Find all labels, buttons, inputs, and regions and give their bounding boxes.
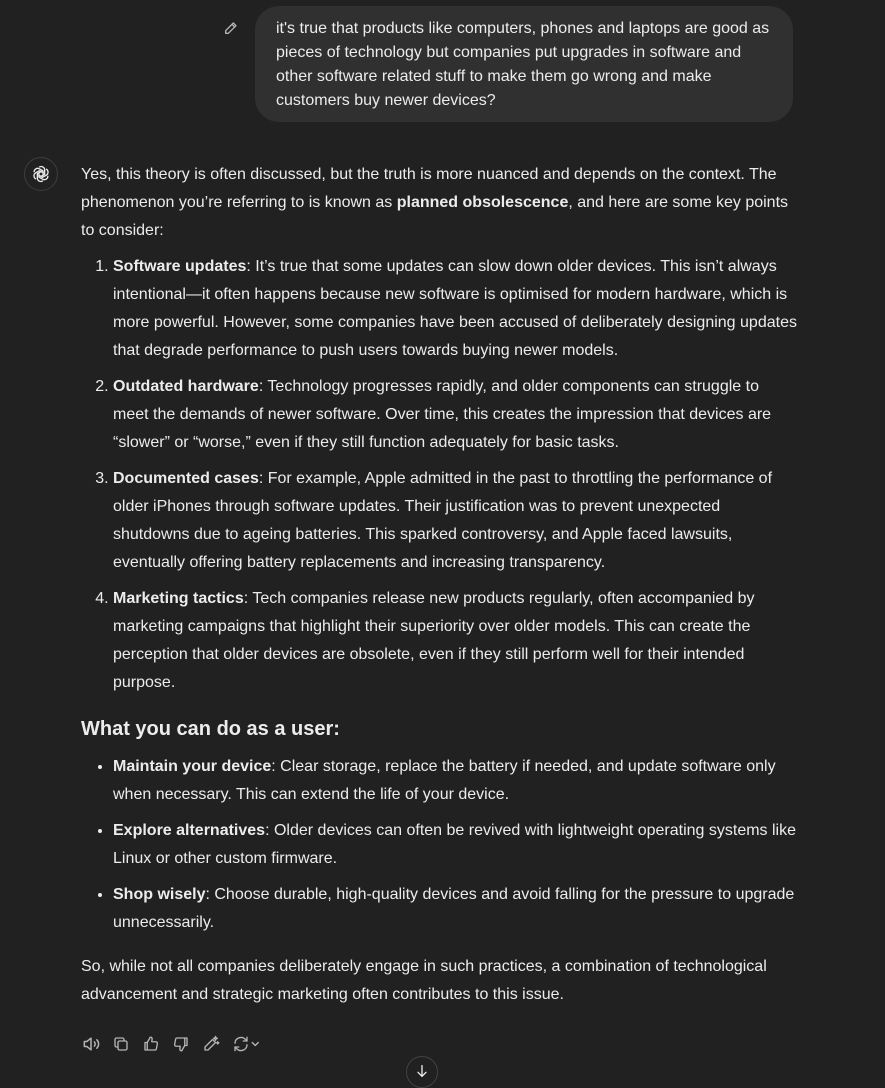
list-item [113, 253, 797, 365]
assistant-message [81, 161, 797, 1009]
section-heading: What you can do as a user: [81, 718, 340, 740]
good-response-button[interactable] [140, 1031, 162, 1057]
copy-icon [112, 1035, 130, 1053]
list-item [113, 881, 797, 937]
thumbs-up-icon [142, 1035, 160, 1053]
tip-title: Shop wisely [113, 886, 206, 903]
tip-title: Explore alternatives [113, 822, 266, 839]
point-title: Outdated hardware [113, 378, 259, 395]
list-item [113, 817, 797, 873]
scroll-to-bottom-button[interactable] [406, 1056, 438, 1088]
point-title: Documented cases [113, 470, 259, 487]
key-points-list [81, 253, 797, 697]
intro-bold-term: planned obsolescence [396, 194, 569, 211]
message-action-bar [80, 1031, 264, 1057]
arrow-down-icon [414, 1063, 430, 1079]
list-item [113, 585, 797, 697]
tip-title: Maintain your device [113, 758, 272, 775]
regenerate-icon [230, 1035, 264, 1053]
tip-text: : Choose durable, high-quality devices and avoid falling for the pressure to upgrade unnecessarily. [113, 886, 795, 931]
intro-text-before: Yes, this theory is often discussed, but the truth is more nuanced and depends on the context. The phenomenon you’re referring to is known as [81, 166, 777, 211]
speaker-icon [81, 1034, 101, 1054]
point-title: Software updates [113, 258, 247, 275]
tips-list [81, 753, 797, 937]
edit-in-canvas-button[interactable] [200, 1031, 222, 1057]
intro-paragraph [81, 161, 797, 245]
tip-text: : Clear storage, replace the battery if needed, and update software only when necessary. This can extend the life of your device. [113, 758, 776, 803]
thumbs-down-icon [172, 1035, 190, 1053]
pencil-icon [223, 20, 239, 36]
tip-text: : Older devices can often be revived with lightweight operating systems like Linux or other custom firmware. [113, 822, 797, 867]
assistant-avatar [24, 157, 58, 191]
point-text: : Technology progresses rapidly, and older components can struggle to meet the demands of newer software. Over time, this creates the impression that devices are “slower” or “worse,” even if they still function adequately for basic tasks. [113, 378, 772, 451]
read-aloud-button[interactable] [80, 1031, 102, 1057]
point-title: Marketing tactics [113, 590, 244, 607]
edit-canvas-icon [202, 1035, 220, 1053]
copy-button[interactable] [110, 1031, 132, 1057]
point-text: : It’s true that some updates can slow down older devices. This isn’t always intentional—it often happens because new software is optimised for modern hardware, which is more powerful. However, some companies have been accused of deliberately designing updates that degrade performance to push users towards buying newer models. [113, 258, 797, 359]
regenerate-button[interactable] [230, 1031, 264, 1057]
user-message-text: it's true that products like computers, phones and laptops are good as pieces of technology but companies put upgrades in software and other software related stuff to make them go wrong and make customers buy newer devices? [276, 20, 770, 109]
edit-message-button[interactable] [220, 17, 242, 39]
list-item [113, 753, 797, 809]
conclusion-paragraph: So, while not all companies deliberately engage in such practices, a combination of technological advancement and strategic marketing often contributes to this issue. [81, 958, 767, 1003]
list-item [113, 465, 797, 577]
bad-response-button[interactable] [170, 1031, 192, 1057]
intro-text-after: , and here are some key points to consider: [81, 194, 789, 239]
point-text: : Tech companies release new products regularly, often accompanied by marketing campaigns that highlight their superiority over older models. This can create the perception that older devices are obsolete, even if they still perform well for their intended purpose. [113, 590, 755, 691]
point-text: : For example, Apple admitted in the past to throttling the performance of older iPhones through software updates. Their justification was to prevent unexpected shutdowns due to ageing batteries. This sparked controversy, and Apple faced lawsuits, eventually offering battery replacements and increasing transparency. [113, 470, 773, 571]
openai-logo-icon [31, 164, 51, 184]
list-item [113, 373, 797, 457]
user-message-bubble [255, 6, 793, 122]
